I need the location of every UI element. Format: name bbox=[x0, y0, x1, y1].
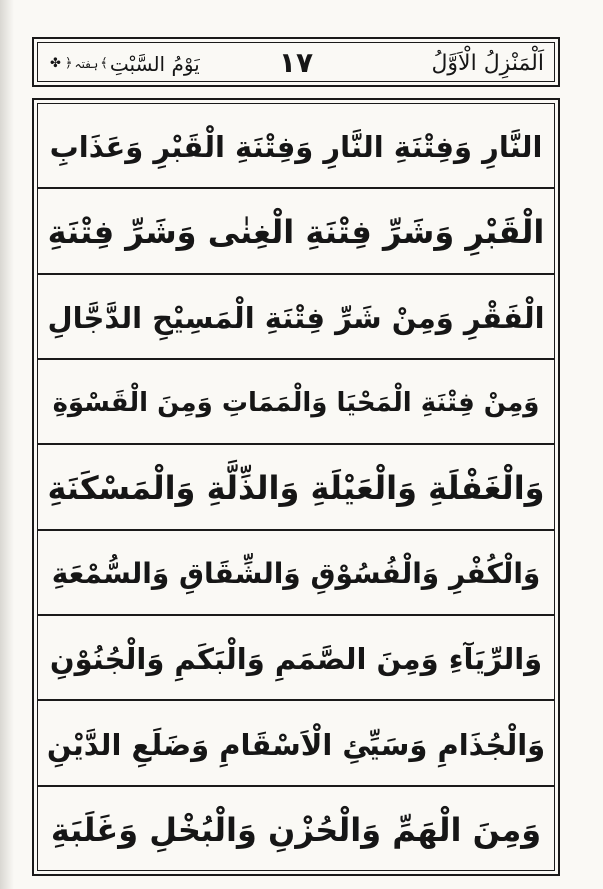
text-line bbox=[38, 616, 554, 701]
day-name: يَوْمُ السَّبْتِ bbox=[109, 52, 200, 76]
manzil-title: اَلْمَنْزِلُ الْاَوَّلُ bbox=[431, 51, 544, 76]
header-inner-border bbox=[37, 42, 555, 82]
text-line bbox=[38, 189, 554, 274]
line-text: النَّارِ وَفِتْنَةِ النَّارِ وَفِتْنَةِ الْقَبْرِ وَعَذَابِ bbox=[49, 130, 543, 165]
ornament-bracket-close: ﴿ bbox=[64, 56, 73, 71]
line-text: الْفَقْرِ وَمِنْ شَرِّ فِتْنَةِ الْمَسِيْحِ الدَّجَّالِ bbox=[47, 301, 545, 336]
text-line bbox=[38, 445, 554, 530]
line-text: الْقَبْرِ وَشَرِّ فِتْنَةِ الْغِنٰى وَشَرِّ فِتْنَةِ bbox=[47, 213, 545, 252]
ornament-bracket-open: ﴾ bbox=[100, 56, 108, 71]
page-header bbox=[32, 37, 560, 87]
text-frame bbox=[32, 98, 560, 876]
line-text: وَالْغَفْلَةِ وَالْعَيْلَةِ وَالذِّلَّةِ وَالْمَسْكَنَةِ bbox=[47, 469, 545, 508]
text-frame-inner bbox=[37, 103, 555, 871]
line-text: وَالرِّيَآءِ وَمِنَ الصَّمَمِ وَالْبَكَمِ وَالْجُنُوْنِ bbox=[49, 642, 543, 677]
page-number: ١٧ bbox=[278, 46, 314, 79]
flower-ornament-icon: ✤ bbox=[50, 56, 61, 71]
day-tag: ہفتہ bbox=[74, 57, 99, 71]
text-line bbox=[38, 360, 554, 445]
text-line bbox=[38, 701, 554, 786]
line-text: وَمِنْ فِتْنَةِ الْمَحْيَا وَالْمَمَاتِ وَمِنَ الْقَسْوَةِ bbox=[52, 387, 540, 418]
line-text: وَالْجُذَامِ وَسَيِّئِ الْاَسْقَامِ وَضَلَعِ الدَّيْنِ bbox=[46, 727, 546, 762]
text-line bbox=[38, 104, 554, 189]
line-text: وَمِنَ الْهَمِّ وَالْحُزْنِ وَالْبُخْلِ وَغَلَبَةِ bbox=[50, 810, 542, 849]
text-lines bbox=[38, 104, 554, 870]
day-label-group bbox=[48, 48, 200, 80]
line-text: وَالْكُفْرِ وَالْفُسُوْقِ وَالشِّقَاقِ وَالسُّمْعَةِ bbox=[51, 556, 541, 590]
text-line bbox=[38, 531, 554, 616]
spine-shadow bbox=[0, 0, 14, 889]
text-line bbox=[38, 275, 554, 360]
text-line bbox=[38, 787, 554, 870]
